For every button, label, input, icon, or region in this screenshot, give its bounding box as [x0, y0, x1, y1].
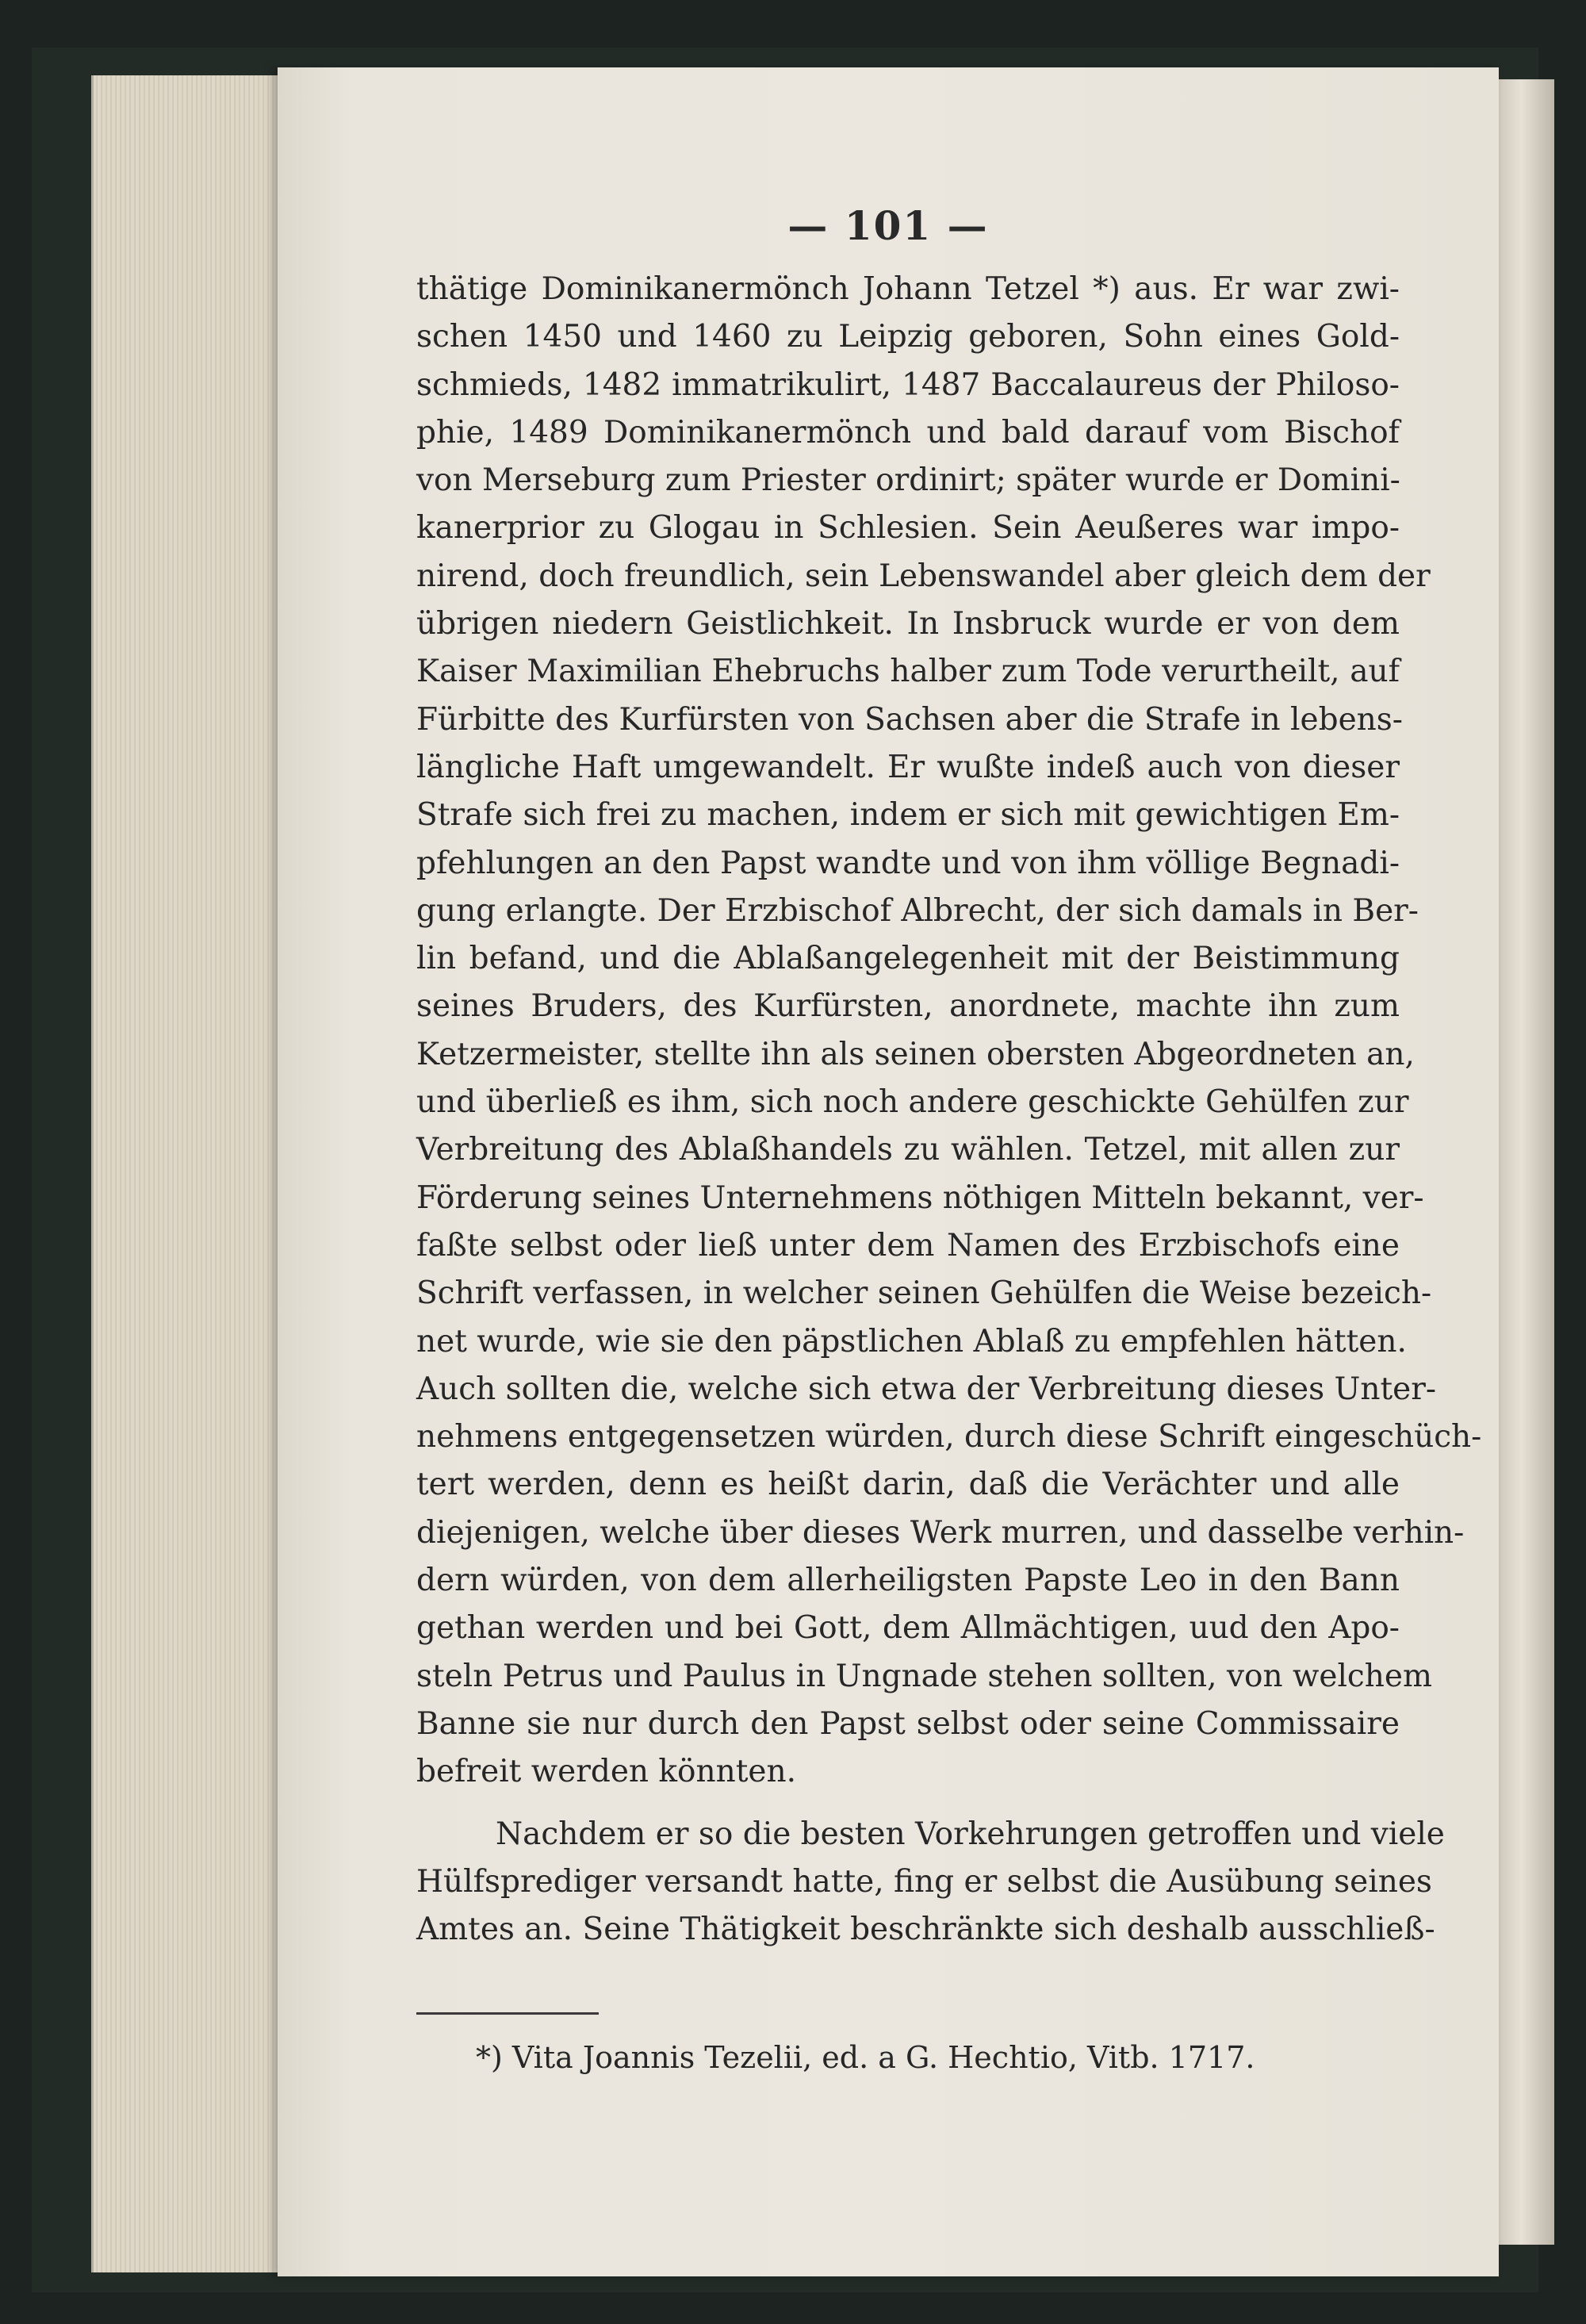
paragraph-gap	[416, 1797, 1400, 1811]
text-line: kanerprior zu Glogau in Schlesien. Sein Aeußeres war impo-	[416, 510, 1400, 546]
text-line: net wurde, wie sie den päpstlichen Ablaß zu empfehlen hätten.	[416, 1323, 1407, 1360]
text-line: Nachdem er so die besten Vorkehrungen getroffen und viele	[496, 1816, 1445, 1852]
text-line: befreit werden könnten.	[416, 1754, 797, 1790]
text-line: faßte selbst oder ließ unter dem Namen des Erzbischofs eine	[416, 1227, 1400, 1264]
text-line: Fürbitte des Kurfürsten von Sachsen aber die Strafe in lebens-	[416, 701, 1403, 738]
text-line: Schrift verfassen, in welcher seinen Gehülfen die Weise bezeich-	[416, 1275, 1432, 1312]
text-line: schmieds, 1482 immatrikulirt, 1487 Baccalaureus der Philoso-	[416, 366, 1400, 403]
text-line: dern würden, von dem allerheiligsten Papste Leo in den Bann	[416, 1563, 1400, 1599]
facing-page-edge	[1499, 79, 1554, 2245]
text-line: pfehlungen an den Papst wandte und von ihm völlige Begnadi-	[416, 845, 1400, 881]
text-line: gung erlangte. Der Erzbischof Albrecht, der sich damals in Ber-	[416, 892, 1419, 929]
text-line: längliche Haft umgewandelt. Er wußte indeß auch von dieser	[416, 749, 1400, 785]
page-edges	[91, 75, 280, 2272]
text-line: nirend, doch freundlich, sein Lebenswandel aber gleich dem der	[416, 558, 1431, 594]
text-line: Amtes an. Seine Thätigkeit beschränkte sich deshalb ausschließ-	[416, 1912, 1435, 1948]
text-line: Förderung seines Unternehmens nöthigen Mitteln bekannt, ver-	[416, 1179, 1424, 1216]
page-number: — 101 —	[787, 202, 989, 249]
text-line: steln Petrus und Paulus in Ungnade stehen sollten, von welchem	[416, 1658, 1432, 1694]
text-line: diejenigen, welche über dieses Werk murren, und dasselbe verhin-	[416, 1514, 1465, 1551]
text-line: Verbreitung des Ablaßhandels zu wählen. Tetzel, mit allen zur	[416, 1132, 1400, 1168]
text-line: Auch sollten die, welche sich etwa der Verbreitung dieses Unter-	[416, 1371, 1437, 1407]
text-line: lin befand, und die Ablaßangelegenheit mit der Beistimmung	[416, 941, 1400, 977]
text-line: thätige Dominikanermönch Johann Tetzel *) aus. Er war zwi-	[416, 271, 1400, 307]
text-line: gethan werden und bei Gott, dem Allmächtigen, uud den Apo-	[416, 1610, 1400, 1647]
text-line: Hülfsprediger versandt hatte, fing er selbst die Ausübung seines	[416, 1863, 1432, 1900]
text-line: tert werden, denn es heißt darin, daß die Verächter und alle	[416, 1467, 1400, 1503]
text-line: Banne sie nur durch den Papst selbst oder seine Commissaire	[416, 1705, 1400, 1742]
text-line: schen 1450 und 1460 zu Leipzig geboren, Sohn eines Gold-	[416, 319, 1400, 355]
paragraph	[416, 266, 1482, 1797]
text-line: übrigen niedern Geistlichkeit. In Insbruck wurde er von dem	[416, 606, 1400, 642]
text-line: Kaiser Maximilian Ehebruchs halber zum Tode verurtheilt, auf	[416, 654, 1400, 690]
footnote: *) Vita Joannis Tezelii, ed. a G. Hechtio, Vitb. 1717.	[476, 2040, 1255, 2075]
footnote-rule	[416, 2012, 599, 2015]
text-line: und überließ es ihm, sich noch andere geschickte Gehülfen zur	[416, 1084, 1409, 1121]
text-line: von Merseburg zum Priester ordinirt; später wurde er Domini-	[416, 462, 1400, 499]
text-line: Strafe sich frei zu machen, indem er sich mit gewichtigen Em-	[416, 797, 1400, 834]
text-line: phie, 1489 Dominikanermönch und bald darauf vom Bischof	[416, 414, 1400, 451]
paragraph	[416, 1811, 1445, 1954]
text-line: nehmens entgegensetzen würden, durch diese Schrift eingeschüch-	[416, 1419, 1482, 1455]
text-line: seines Bruders, des Kurfürsten, anordnete, machte ihn zum	[416, 988, 1400, 1025]
book-page	[278, 67, 1499, 2276]
body-text	[416, 266, 1482, 1954]
text-line: Ketzermeister, stellte ihn als seinen obersten Abgeordneten an,	[416, 1036, 1415, 1072]
